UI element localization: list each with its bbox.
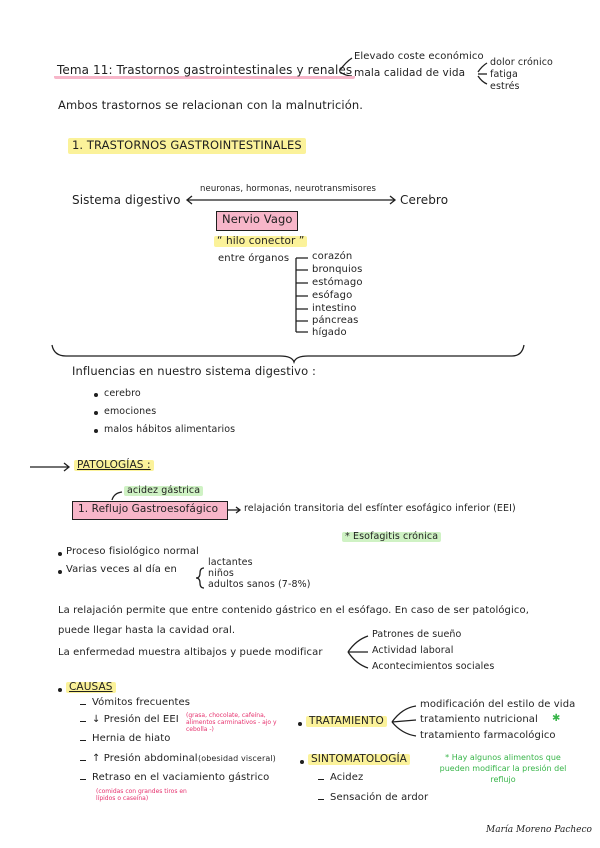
pathology-bullet: Proceso fisiológico normal (66, 546, 199, 557)
pathologies-heading: PATOLOGÍAS : (74, 460, 154, 471)
symptom-item: Sensación de ardor (330, 792, 429, 803)
organ-item: páncreas (312, 315, 359, 326)
causes-heading: CAUSAS (66, 682, 116, 693)
influence-item: malos hábitos alimentarios (104, 424, 236, 435)
bullet-dot (58, 570, 62, 574)
organ-item: estómago (312, 277, 363, 288)
bullet-dot (94, 429, 98, 433)
cause-note-delay: (comidas con grandes tiros en lípidos o caseína) (96, 788, 187, 802)
tr-arrow-1 (392, 706, 416, 722)
between-organs-label: entre órganos (218, 253, 290, 264)
bullet-dot (58, 552, 62, 556)
paragraph-line: La relajación permite que entre contenido gástrico en el esófago. En caso de ser patológico, (58, 605, 529, 616)
group-item: adultos sanos (7-8%) (208, 579, 311, 590)
symptom-item: Acidez (330, 772, 364, 783)
title-branch-cost: Elevado coste económico (354, 51, 484, 62)
connector-label: “ hilo conector ” (214, 236, 307, 247)
relaxation-text: relajación transitoria del esfínter esofágico inferior (EEI) (244, 503, 516, 514)
mod-arrow-1 (348, 636, 368, 652)
dash (80, 740, 86, 741)
chronic-esophagitis: * Esofagitis crónica (342, 532, 441, 542)
modifier-item: Patrones de sueño (372, 629, 462, 640)
modifier-item: Actividad laboral (372, 645, 454, 656)
reflux-label: 1. Reflujo Gastroesofágico (78, 503, 219, 515)
star-icon: ✱ (552, 713, 561, 724)
organ-item: corazón (312, 251, 353, 262)
sub-chronic-pain: dolor crónico (490, 57, 553, 68)
section-heading: 1. TRASTORNOS GASTROINTESTINALES (68, 138, 306, 154)
dash (80, 760, 86, 761)
bullet-dot (298, 722, 302, 726)
cause-note-eei: (grasa, chocolate, cafeína, alimentos carminativos - ajo y cebolla -) (186, 712, 277, 733)
organ-item: intestino (312, 303, 357, 314)
bullet-dot (58, 688, 62, 692)
dash (80, 721, 86, 722)
dash (80, 779, 86, 780)
acid-arrow (112, 492, 122, 500)
tr-arrow-3 (392, 722, 416, 736)
organ-tree-branches (296, 258, 308, 332)
treatment-item: tratamiento nutricional (420, 714, 538, 725)
paragraph-line: puede llegar hasta la cavidad oral. (58, 625, 236, 636)
brain-label: Cerebro (400, 193, 449, 207)
bullet-dot (94, 393, 98, 397)
pathology-bullet: Varias veces al día en (66, 564, 177, 575)
digestive-system-label: Sistema digestivo (72, 193, 181, 207)
groups-brace (196, 568, 204, 588)
influence-item: cerebro (104, 388, 141, 399)
organ-item: bronquios (312, 264, 363, 275)
cause-item: ↓ Presión del EEI (92, 714, 179, 725)
mala-branch-top (478, 63, 487, 72)
modifier-item: Acontecimientos sociales (372, 661, 495, 672)
mala-branch-bottom (478, 76, 487, 84)
cause-note-abdominal: (obesidad visceral) (198, 754, 276, 763)
paragraph-line: La enfermedad muestra altibajos y puede modificar (58, 647, 323, 658)
signature: María Moreno Pacheco (486, 825, 592, 835)
symptoms-heading: SINTOMATOLOGÍA (308, 754, 410, 765)
influence-item: emociones (104, 406, 157, 417)
section-bracket (52, 345, 524, 362)
cause-item: ↑ Presión abdominal (92, 753, 198, 764)
cause-item: Retraso en el vaciamiento gástrico (92, 772, 270, 783)
cause-item: Hernia de hiato (92, 733, 171, 744)
treatment-item: tratamiento farmacológico (420, 730, 556, 741)
sub-stress: estrés (490, 81, 520, 92)
page-title: Tema 11: Trastornos gastrointestinales y renales (54, 64, 355, 79)
symptoms-note: * Hay algunos alimentos que pueden modificar la presión del reflujo (439, 753, 567, 784)
bullet-dot (300, 760, 304, 764)
dash (318, 779, 324, 780)
mod-arrow-3 (348, 652, 368, 668)
organ-item: esófago (312, 290, 353, 301)
group-item: niños (208, 568, 234, 579)
nerve-label: Nervio Vago (222, 212, 293, 226)
treatment-item: modificación del estilo de vida (420, 699, 576, 710)
treatment-heading: TRATAMIENTO (306, 716, 387, 727)
acid-label: acidez gástrica (124, 486, 203, 496)
title-branch-quality: mala calidad de vida (354, 67, 466, 79)
intro-text: Ambos trastornos se relacionan con la malnutrición. (58, 98, 363, 112)
group-item: lactantes (208, 557, 253, 568)
dash (80, 704, 86, 705)
bullet-dot (94, 411, 98, 415)
organ-item: hígado (312, 327, 347, 338)
tr-arrow-2 (392, 720, 416, 722)
dash (318, 799, 324, 800)
sub-fatigue: fatiga (490, 69, 518, 80)
influences-heading: Influencias en nuestro sistema digestivo : (72, 364, 316, 378)
cause-item: Vómitos frecuentes (92, 697, 191, 708)
arrow-label: neuronas, hormonas, neurotransmisores (200, 184, 377, 194)
